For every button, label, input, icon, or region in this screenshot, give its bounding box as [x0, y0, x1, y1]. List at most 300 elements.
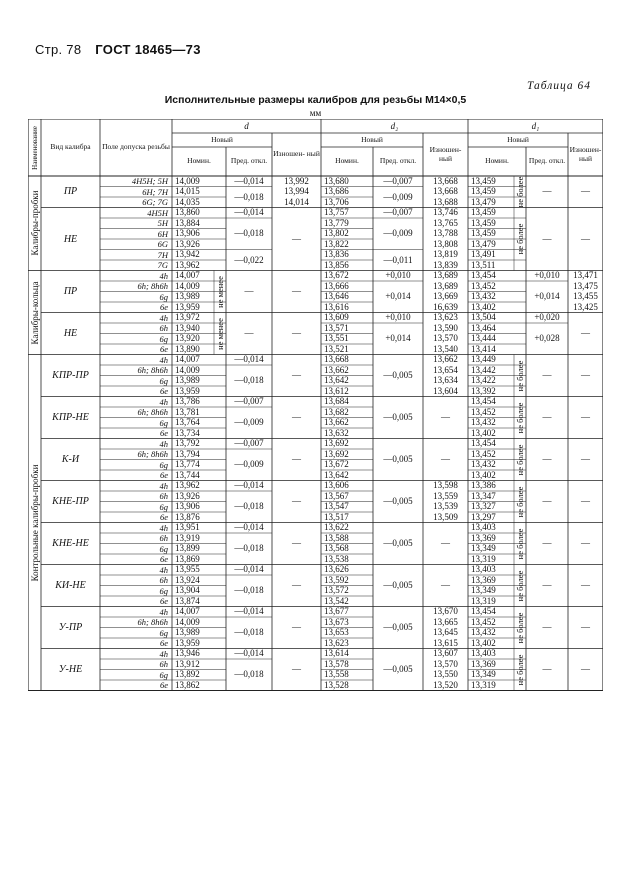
d2-nominal: 13,642	[324, 469, 349, 480]
d2-nominal: 13,623	[324, 637, 349, 648]
d-dev-merged: —0,009	[234, 459, 264, 470]
d1-nominal: 13,432	[471, 459, 496, 470]
d2-dev-merged: —0,005	[383, 580, 413, 590]
d2-nominal: 13,672	[324, 459, 349, 470]
d-nominal: 13,959	[175, 637, 200, 648]
limit-note: не более	[515, 612, 525, 643]
d2-worn: 13,615	[433, 637, 458, 648]
tolerance-field: 6h	[159, 491, 168, 502]
d2-dev-merged: —0,005	[383, 412, 413, 422]
d2-dev-merged: —0,011	[383, 254, 413, 265]
tolerance-field: 4h	[159, 522, 168, 533]
limit-note: не более	[515, 654, 525, 685]
d2-dev-merged: —0,007	[383, 207, 413, 218]
header-worn: Изношен- ный	[273, 149, 320, 159]
gost-number: ГОСТ 18465—73	[95, 42, 201, 57]
header-worn: Изношен- ный	[429, 144, 462, 163]
d2-worn: 13,539	[433, 501, 458, 512]
d2-dev-merged: —0,009	[383, 191, 413, 202]
limit-note: не более	[515, 176, 525, 208]
gauge-kind: КПР-НЕ	[52, 412, 89, 423]
gauge-kind: КНЕ-ПР	[52, 496, 89, 507]
tolerance-field: 6H	[157, 228, 168, 239]
d2-nominal: 13,622	[324, 522, 349, 533]
d2-nominal: 13,606	[324, 480, 349, 491]
d1-worn-merged: —	[581, 580, 590, 590]
d2-worn: 13,570	[433, 658, 458, 669]
tolerance-field: 6g	[159, 669, 168, 680]
d-nominal: 13,874	[175, 595, 200, 606]
tolerance-field: 6h	[159, 533, 168, 544]
gauge-kind: У-НЕ	[58, 664, 83, 675]
tolerance-field: 6G; 7G	[142, 197, 168, 208]
d-nominal: 13,920	[175, 333, 200, 344]
d1-nominal: 13,319	[471, 595, 496, 606]
tolerance-field: 7G	[157, 260, 168, 271]
d1-dev-merged: —	[542, 664, 552, 674]
d2-worn-merged: —	[441, 538, 450, 548]
d-nominal: 14,009	[175, 616, 200, 627]
d2-nominal: 13,614	[324, 648, 349, 659]
d2-nominal: 13,668	[324, 354, 349, 365]
limit-note: не более	[515, 528, 525, 559]
tolerance-field: 6G	[157, 239, 168, 250]
tolerance-field: 6g	[159, 501, 168, 512]
d2-worn: 13,604	[433, 385, 458, 396]
d-nominal: 14,009	[175, 364, 200, 375]
d2-nominal: 13,572	[324, 585, 349, 596]
d2-dev-merged: —0,005	[383, 664, 413, 674]
header-worn: Изношен- ный	[569, 144, 602, 163]
d-nominal: 13,876	[175, 511, 200, 522]
tolerance-field: 6e	[159, 344, 168, 355]
tolerance-field: 6e	[159, 470, 168, 481]
d-dev-merged: —0,018	[234, 669, 264, 680]
d1-dev-merged: +0,010	[534, 270, 560, 281]
limit-note: не менее	[215, 275, 225, 308]
d1-nominal: 13,479	[471, 196, 496, 207]
d2-worn: 16,639	[433, 301, 458, 312]
d2-worn: 13,669	[433, 291, 458, 302]
d1-dev-merged: +0,014	[534, 291, 560, 302]
d1-worn-merged: —	[581, 496, 590, 506]
d1-nominal: 13,392	[471, 385, 496, 396]
d1-nominal: 13,459	[471, 217, 496, 228]
d2-dev-merged: —0,005	[383, 538, 413, 548]
d1-nominal: 13,402	[471, 469, 496, 480]
d1-nominal: 13,454	[471, 270, 496, 281]
d2-worn: 13,570	[433, 333, 458, 344]
tolerance-field: 4h	[159, 606, 168, 617]
header-field: Поле допуска резьбы	[102, 142, 170, 152]
d-worn-merged: —	[292, 286, 301, 296]
d-dev-merged: —0,014	[234, 354, 264, 365]
tolerance-field: 6h	[159, 323, 168, 334]
d-nominal: 14,009	[175, 280, 200, 291]
d2-nominal: 13,578	[324, 658, 349, 669]
d-dev-merged: —0,018	[234, 501, 264, 512]
d1-nominal: 13,369	[471, 532, 496, 543]
tolerance-field: 4h	[159, 438, 168, 449]
d-nominal: 13,924	[175, 574, 200, 585]
d-nominal: 13,764	[175, 417, 200, 428]
d1-worn-merged: —	[581, 233, 590, 244]
d1-nominal: 13,452	[471, 280, 496, 291]
d-dev-merged: —0,014	[234, 480, 264, 491]
d1-dev-merged: —	[542, 622, 552, 632]
d2-nominal: 13,779	[324, 217, 349, 228]
d2-worn-merged: —	[441, 580, 450, 590]
tolerance-field: 6g	[159, 459, 168, 470]
d1-dev-merged: +0,020	[534, 312, 560, 323]
d-nominal: 13,786	[175, 396, 200, 407]
header-d2: d₂	[390, 120, 399, 131]
d2-dev-merged: +0,014	[385, 333, 411, 344]
d-dev-merged: —0,014	[234, 606, 264, 617]
d1-nominal: 13,347	[471, 490, 496, 501]
d-nominal: 13,926	[175, 238, 200, 249]
d2-worn: 13,788	[433, 228, 458, 239]
limit-note: не более	[515, 402, 525, 433]
tolerance-field: 6g	[159, 375, 168, 386]
d1-nominal: 13,403	[471, 564, 496, 575]
d-dev-merged: —0,007	[234, 396, 264, 407]
d2-nominal: 13,521	[324, 343, 349, 354]
d1-nominal: 13,464	[471, 322, 496, 333]
d-dev-merged: —0,018	[234, 375, 264, 386]
d-nominal: 13,860	[175, 207, 200, 218]
d1-worn-merged: —	[581, 186, 590, 197]
d-nominal: 13,919	[175, 532, 200, 543]
d1-dev-merged: +0,028	[534, 333, 560, 344]
tolerance-field: 6h	[159, 659, 168, 670]
d1-worn: 13,455	[573, 291, 598, 302]
d-nominal: 13,734	[175, 427, 200, 438]
d1-worn-merged: —	[581, 454, 590, 464]
d-nominal: 13,904	[175, 585, 200, 596]
d2-nominal: 13,706	[324, 196, 349, 207]
d-nominal: 14,015	[175, 186, 200, 197]
gauge-kind: КПР-ПР	[52, 370, 89, 381]
tolerance-field: 4h	[159, 270, 168, 281]
d1-nominal: 13,403	[471, 648, 496, 659]
tolerance-field: 4h	[159, 396, 168, 407]
d2-nominal: 13,672	[324, 270, 349, 281]
gauge-kind: ПР	[63, 186, 78, 198]
d2-worn: 13,670	[433, 606, 458, 617]
tolerance-field: 6e	[159, 680, 168, 691]
d-nominal: 13,862	[175, 679, 200, 690]
limit-note: не более	[515, 223, 525, 255]
d1-worn: 13,425	[573, 301, 598, 312]
d2-worn-merged: —	[441, 412, 450, 422]
tolerance-field: 4h	[159, 648, 168, 659]
d-nominal: 13,884	[175, 217, 200, 228]
d-worn-merged: —	[292, 496, 301, 506]
d2-worn: 13,634	[433, 375, 458, 386]
d-worn-merged: —	[292, 454, 301, 464]
header-d1: d₁	[531, 120, 540, 131]
d1-nominal: 13,504	[471, 312, 496, 323]
d1-worn: 13,471	[573, 270, 598, 281]
d1-nominal: 13,432	[471, 417, 496, 428]
d2-worn: 13,607	[433, 648, 458, 659]
tolerance-field: 4H5H	[147, 207, 168, 218]
d-worn-merged: —	[292, 664, 301, 674]
tolerance-field: 6e	[159, 512, 168, 523]
d-worn-merged: —	[292, 538, 301, 548]
d2-worn: 13,540	[433, 343, 458, 354]
d1-nominal: 13,491	[471, 249, 496, 260]
d2-worn: 13,654	[433, 364, 458, 375]
d2-nominal: 13,646	[324, 291, 349, 302]
header-d: d	[244, 120, 249, 131]
calibre-table	[28, 119, 603, 827]
d1-dev-merged: —	[542, 538, 552, 548]
d1-nominal: 13,459	[471, 186, 496, 197]
d2-nominal: 13,547	[324, 501, 349, 512]
d2-worn: 13,839	[433, 259, 458, 270]
header-nominal: Номин.	[187, 156, 211, 166]
gauge-kind: К-И	[61, 454, 80, 465]
d2-worn: 13,808	[433, 238, 458, 249]
tolerance-field: 6g	[159, 543, 168, 554]
d2-worn: 13,688	[433, 196, 458, 207]
d-nominal: 13,781	[175, 406, 200, 417]
d2-worn: 13,509	[433, 511, 458, 522]
tolerance-field: 4h	[159, 480, 168, 491]
d-nominal: 13,962	[175, 259, 200, 270]
d1-nominal: 13,327	[471, 501, 496, 512]
limit-note: не более	[515, 360, 525, 391]
d-nominal: 13,989	[175, 375, 200, 386]
header-new: Новый	[361, 134, 383, 144]
d-nominal: 14,035	[175, 196, 200, 207]
d-dev-merged: —	[244, 328, 254, 338]
d1-nominal: 13,459	[471, 175, 496, 186]
d-dev-merged: —0,018	[234, 543, 264, 554]
d2-worn-merged: —	[441, 454, 450, 464]
tolerance-field: 6H; 7H	[142, 186, 168, 197]
d-nominal: 14,007	[175, 270, 200, 281]
header-nominal: Номин.	[485, 156, 509, 166]
d2-dev-merged: +0,010	[385, 312, 411, 323]
d2-nominal: 13,666	[324, 280, 349, 291]
d-dev-merged: —0,014	[234, 648, 264, 659]
d-nominal: 13,890	[175, 343, 200, 354]
d1-nominal: 13,444	[471, 333, 496, 344]
d1-nominal: 13,452	[471, 616, 496, 627]
gauge-kind: КИ-НЕ	[55, 580, 86, 591]
tolerance-field: 6h	[159, 575, 168, 586]
d2-dev-merged: —0,005	[383, 454, 413, 464]
tolerance-field: 6g	[159, 627, 168, 638]
d-dev-merged: —0,018	[234, 585, 264, 596]
d1-worn-merged: —	[581, 328, 590, 338]
d-nominal: 13,962	[175, 480, 200, 491]
gauge-kind: НЕ	[63, 233, 78, 245]
limit-note: не более	[515, 444, 525, 475]
d2-nominal: 13,692	[324, 438, 349, 449]
d2-worn: 13,623	[433, 312, 458, 323]
tolerance-field: 6g	[159, 333, 168, 344]
d2-worn: 13,746	[433, 207, 458, 218]
d-worn-merged: —	[292, 412, 301, 422]
d1-nominal: 13,369	[471, 658, 496, 669]
page-number: Стр. 78	[35, 42, 82, 57]
d-worn: 14,014	[284, 196, 309, 207]
d-dev-merged: —0,018	[234, 228, 264, 239]
d2-nominal: 13,558	[324, 669, 349, 680]
d2-nominal: 13,856	[324, 259, 349, 270]
d1-nominal: 13,452	[471, 448, 496, 459]
d1-nominal: 13,319	[471, 553, 496, 564]
d-worn: 13,994	[284, 186, 309, 197]
d-nominal: 13,959	[175, 385, 200, 396]
d1-nominal: 13,459	[471, 228, 496, 239]
d-nominal: 13,951	[175, 522, 200, 533]
tolerance-field: 6e	[159, 554, 168, 565]
d-nominal: 13,942	[175, 249, 200, 260]
d2-worn: 13,689	[433, 280, 458, 291]
d1-dev-merged: —	[542, 412, 552, 422]
d-nominal: 13,912	[175, 658, 200, 669]
d2-nominal: 13,517	[324, 511, 349, 522]
d-worn-merged: —	[292, 328, 301, 338]
d-nominal: 14,007	[175, 354, 200, 365]
d2-worn: 13,550	[433, 669, 458, 680]
d2-nominal: 13,568	[324, 543, 349, 554]
d2-nominal: 13,673	[324, 616, 349, 627]
d1-nominal: 13,511	[471, 259, 496, 270]
d1-nominal: 13,442	[471, 364, 496, 375]
d1-nominal: 13,402	[471, 637, 496, 648]
tolerance-field: 6g	[159, 417, 168, 428]
d2-nominal: 13,567	[324, 490, 349, 501]
d1-nominal: 13,386	[471, 480, 496, 491]
d2-nominal: 13,680	[324, 175, 349, 186]
d2-nominal: 13,836	[324, 249, 349, 260]
d1-dev-merged: —	[542, 233, 552, 244]
d-nominal: 13,989	[175, 291, 200, 302]
d-nominal: 13,869	[175, 553, 200, 564]
d2-worn: 13,590	[433, 322, 458, 333]
d2-worn: 13,520	[433, 679, 458, 690]
d1-worn-merged: —	[581, 622, 590, 632]
d-worn-merged: —	[292, 580, 301, 590]
d-nominal: 13,744	[175, 469, 200, 480]
tolerance-field: 6h; 8h6h	[137, 365, 168, 376]
d1-nominal: 13,454	[471, 396, 496, 407]
d2-worn: 13,668	[433, 186, 458, 197]
d1-worn-merged: —	[581, 538, 590, 548]
d2-nominal: 13,757	[324, 207, 349, 218]
d-dev-merged: —0,022	[234, 254, 264, 265]
d1-nominal: 13,349	[471, 585, 496, 596]
d1-nominal: 13,297	[471, 511, 496, 522]
side-group-label: Калибры-кольца	[29, 280, 40, 345]
d-dev-merged: —0,018	[234, 191, 264, 202]
d2-dev-merged: —0,009	[383, 228, 413, 239]
d1-nominal: 13,403	[471, 522, 496, 533]
d1-dev-merged: —	[542, 186, 552, 197]
d1-nominal: 13,349	[471, 669, 496, 680]
tolerance-field: 6h; 8h6h	[137, 449, 168, 460]
d2-dev-merged: —0,005	[383, 622, 413, 632]
d-dev-merged: —0,014	[234, 207, 264, 218]
d1-nominal: 13,402	[471, 301, 496, 312]
limit-note: не более	[515, 570, 525, 601]
d2-nominal: 13,528	[324, 679, 349, 690]
d2-dev-merged: +0,014	[385, 291, 411, 302]
d2-nominal: 13,612	[324, 385, 349, 396]
header-new: Новый	[507, 134, 529, 144]
d1-nominal: 13,459	[471, 207, 496, 218]
d-nominal: 13,892	[175, 669, 200, 680]
d2-nominal: 13,571	[324, 322, 349, 333]
d-worn-merged: 13,992	[284, 175, 309, 186]
d1-nominal: 13,432	[471, 627, 496, 638]
limit-note: не более	[515, 486, 525, 517]
d1-worn-merged: —	[581, 370, 590, 380]
d2-nominal: 13,662	[324, 417, 349, 428]
d1-nominal: 13,432	[471, 291, 496, 302]
tolerance-field: 4h	[159, 564, 168, 575]
d-dev-merged: —	[244, 286, 254, 296]
d1-dev-merged: —	[542, 370, 552, 380]
d2-nominal: 13,588	[324, 532, 349, 543]
d1-nominal: 13,402	[471, 427, 496, 438]
d2-worn: 13,689	[433, 270, 458, 281]
tolerance-field: 4h	[159, 312, 168, 323]
d-nominal: 14,009	[175, 175, 200, 186]
d2-worn: 13,598	[433, 480, 458, 491]
tolerance-field: 5H	[157, 218, 168, 229]
d2-nominal: 13,662	[324, 364, 349, 375]
d2-nominal: 13,692	[324, 448, 349, 459]
tolerance-field: 6e	[159, 386, 168, 397]
gauge-kind: У-ПР	[58, 622, 83, 633]
d2-dev-merged: +0,010	[385, 270, 411, 281]
d-worn-merged: —	[292, 233, 301, 244]
d2-nominal: 13,822	[324, 238, 349, 249]
d1-dev-merged: —	[542, 580, 552, 590]
d-nominal: 13,906	[175, 228, 200, 239]
table-number: Таблица 64	[526, 80, 591, 92]
d-nominal: 13,906	[175, 501, 200, 512]
tolerance-field: 6e	[159, 638, 168, 649]
tolerance-field: 6e	[159, 596, 168, 607]
d-worn-merged: —	[292, 622, 301, 632]
d2-nominal: 13,686	[324, 186, 349, 197]
d2-nominal: 13,642	[324, 375, 349, 386]
d1-nominal: 13,349	[471, 543, 496, 554]
tolerance-field: 6h; 8h6h	[137, 617, 168, 628]
header-name: Наименование	[30, 125, 39, 170]
d1-nominal: 13,479	[471, 238, 496, 249]
d-nominal: 13,794	[175, 448, 200, 459]
page-header	[35, 42, 201, 57]
d2-nominal: 13,609	[324, 312, 349, 323]
d-nominal: 13,792	[175, 438, 200, 449]
gauge-kind: НЕ	[63, 328, 78, 339]
d2-worn: 13,665	[433, 616, 458, 627]
d2-worn: 13,819	[433, 249, 458, 260]
tolerance-field: 6h; 8h6h	[137, 407, 168, 418]
d-dev-merged: —0,018	[234, 627, 264, 638]
d2-dev-merged: —0,005	[383, 496, 413, 506]
d2-nominal: 13,677	[324, 606, 349, 617]
